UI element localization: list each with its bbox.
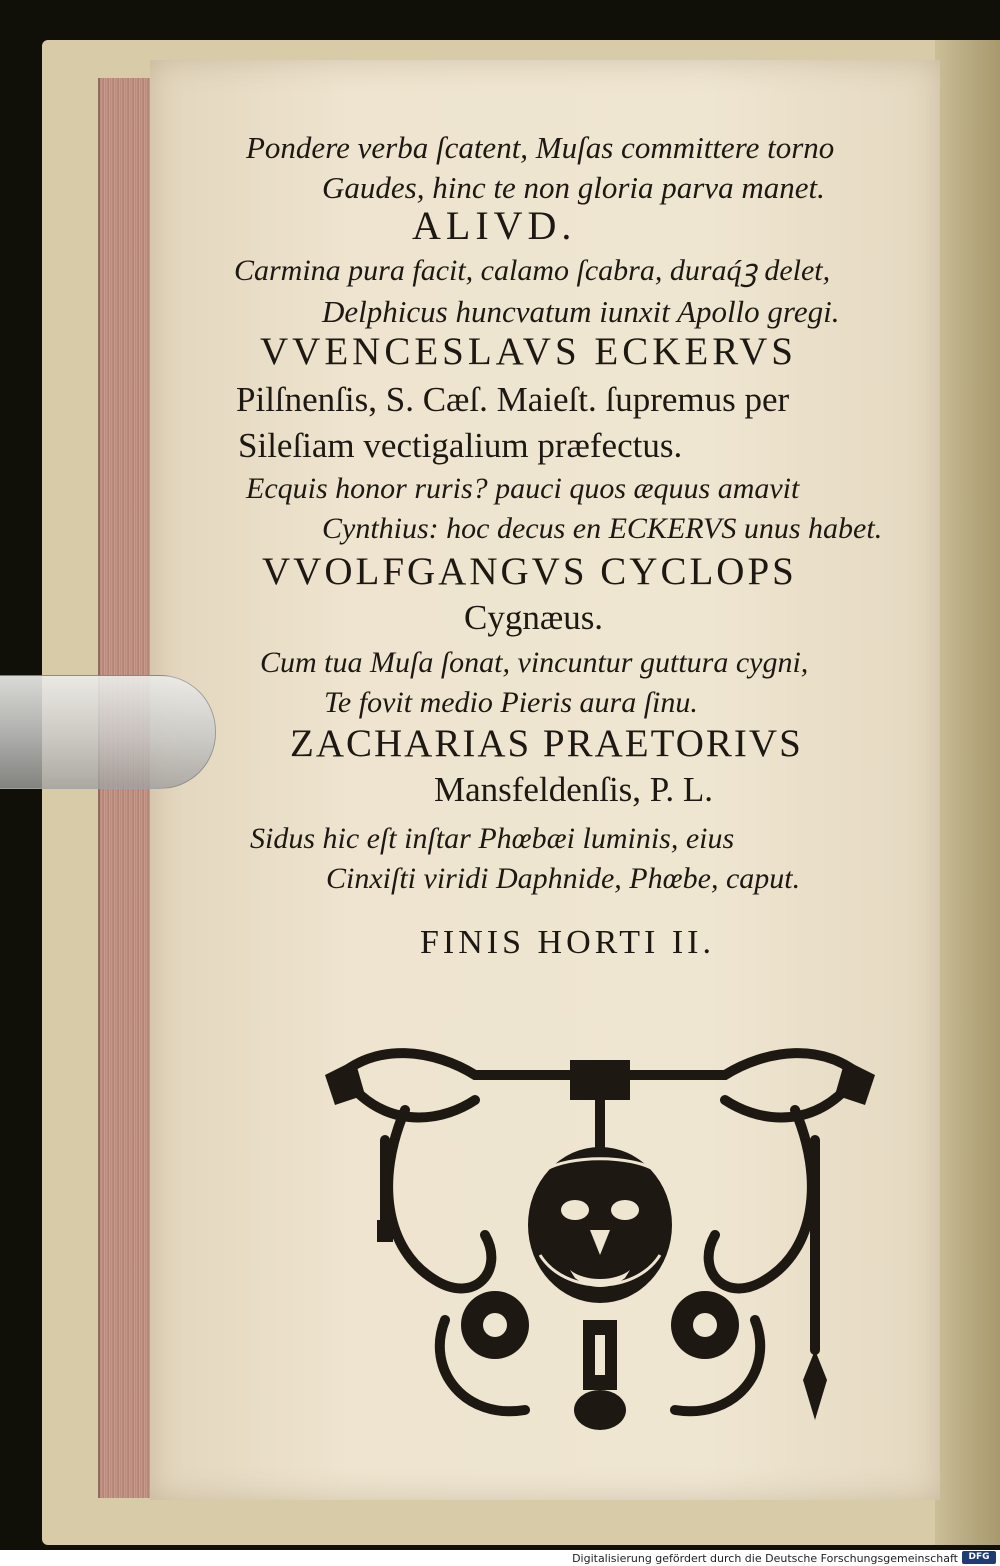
woodcut-ornament-icon bbox=[315, 1020, 885, 1480]
author-title: Cygnæus. bbox=[464, 598, 604, 637]
book-spine-right bbox=[935, 40, 1000, 1545]
verse-line: Ecquis honor ruris? pauci quos æquus amavit bbox=[246, 472, 800, 505]
author-name: VVENCESLAVS ECKERVS bbox=[260, 330, 797, 373]
verse-line: Te fovit medio Pieris aura ſinu. bbox=[324, 686, 698, 719]
dfg-logo: DFG bbox=[962, 1551, 996, 1564]
verse-line: Sidus hic eſt inſtar Phœbæi luminis, eius bbox=[250, 822, 735, 855]
author-title: Pilſnenſis, S. Cæſ. Maieſt. ſupremus per bbox=[236, 380, 790, 419]
footer-credit: Digitalisierung gefördert durch die Deutsche Forschungsgemeinschaft bbox=[572, 1552, 958, 1565]
verse-line: Pondere verba ſcatent, Muſas committere torno bbox=[246, 130, 835, 165]
author-name: VVOLFGANGVS CYCLOPS bbox=[262, 550, 797, 593]
author-title: Sileſiam vectigalium præfectus. bbox=[238, 426, 683, 465]
glass-page-clip bbox=[0, 675, 216, 789]
section-heading: ALIVD. bbox=[412, 203, 577, 248]
verse-line: Gaudes, hinc te non gloria parva manet. bbox=[322, 170, 825, 205]
finis-heading: FINIS HORTI II. bbox=[420, 924, 715, 961]
verse-line: Cum tua Muſa ſonat, vincuntur guttura cygni, bbox=[260, 646, 809, 679]
author-name: ZACHARIAS PRAETORIVS bbox=[290, 722, 803, 765]
book-page bbox=[150, 60, 940, 1500]
verse-line: Carmina pura facit, calamo ſcabra, duraq́ꝫ delet, bbox=[234, 254, 831, 287]
author-title: Mansfeldenſis, P. L. bbox=[434, 770, 714, 809]
verse-line: Cynthius: hoc decus en ECKERVS unus habet. bbox=[322, 512, 883, 545]
verse-line: Cinxiſti viridi Daphnide, Phœbe, caput. bbox=[326, 862, 801, 895]
verse-line: Delphicus huncvatum iunxit Apollo gregi. bbox=[322, 294, 840, 329]
